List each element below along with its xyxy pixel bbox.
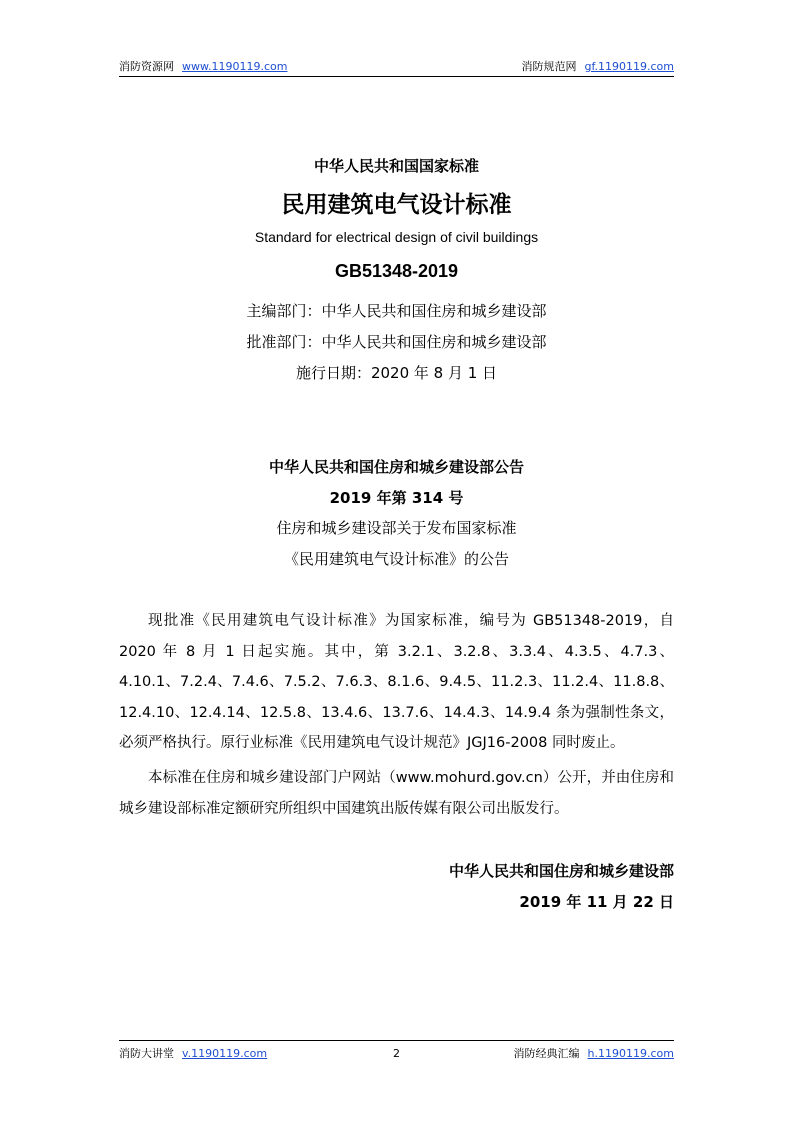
- paragraph-text: 现批准《民用建筑电气设计标准》为国家标准，编号为 GB51348-2019，自2020 年 8 月 1 日起实施。其中，第 3.2.1、3.2.8、3.3.4、4.3.5、4.7.3、4.10.1、7.2.4、7.4.6、7.5.2、7.6.3、8.1.6、9.4.5、11.2.3、11.2.4、11.8.8、12.4.10、12.4.14、12.5.8、13.4.6、13.7.6、14.4.3、14.9.4 条为强制性条文，必须严格执行。原行业标准《民用建筑电气设计规范》JGJ16-2008 同时废止。: [119, 613, 674, 751]
- header-left: [119, 58, 287, 74]
- standard-type: 中华人民共和国国家标准: [313, 157, 479, 175]
- footer-left-label: 消防大讲堂: [119, 1047, 174, 1060]
- effective-date: 施行日期：2020 年 8 月 1 日: [295, 364, 498, 382]
- header-left-link[interactable]: www.1190119.com: [182, 59, 288, 73]
- page-header: [119, 58, 674, 77]
- page-footer: [119, 1040, 674, 1061]
- footer-right: [514, 1045, 674, 1061]
- paragraph-text: 本标准在住房和城乡建设部门户网站（www.mohurd.gov.cn）公开，并由住房和城乡建设部标准定额研究所组织中国建筑出版传媒有限公司出版发行。: [119, 770, 674, 817]
- header-right-label: 消防规范网: [521, 60, 577, 73]
- signatory: 中华人民共和国住房和城乡建设部: [448, 862, 674, 880]
- header-left-label: 消防资源网: [119, 60, 174, 73]
- editor-department: 主编部门：中华人民共和国住房和城乡建设部: [246, 302, 547, 320]
- page-number: 2: [393, 1046, 400, 1060]
- notice-paragraph-1: [119, 606, 674, 759]
- notice-subject-line2: 《民用建筑电气设计标准》的公告: [283, 550, 509, 568]
- header-right: [521, 58, 674, 74]
- notice-number: 2019 年第 314 号: [329, 489, 464, 507]
- document-title-en: Standard for electrical design of civil buildings: [254, 229, 539, 245]
- document-title: 民用建筑电气设计标准: [281, 192, 512, 218]
- approval-department: 批准部门：中华人民共和国住房和城乡建设部: [246, 333, 547, 351]
- sign-date: 2019 年 11 月 22 日: [519, 893, 674, 911]
- footer-left: [119, 1045, 267, 1061]
- footer-right-label: 消防经典汇编: [513, 1047, 580, 1060]
- notice-subject-line1: 住房和城乡建设部关于发布国家标准: [276, 519, 517, 537]
- standard-code: GB51348-2019: [334, 261, 459, 281]
- footer-left-link[interactable]: v.1190119.com: [182, 1046, 268, 1060]
- notice-issuer: 中华人民共和国住房和城乡建设部公告: [268, 458, 524, 476]
- footer-right-link[interactable]: h.1190119.com: [587, 1046, 674, 1060]
- notice-paragraph-2: [119, 763, 674, 824]
- header-right-link[interactable]: gf.1190119.com: [584, 59, 674, 73]
